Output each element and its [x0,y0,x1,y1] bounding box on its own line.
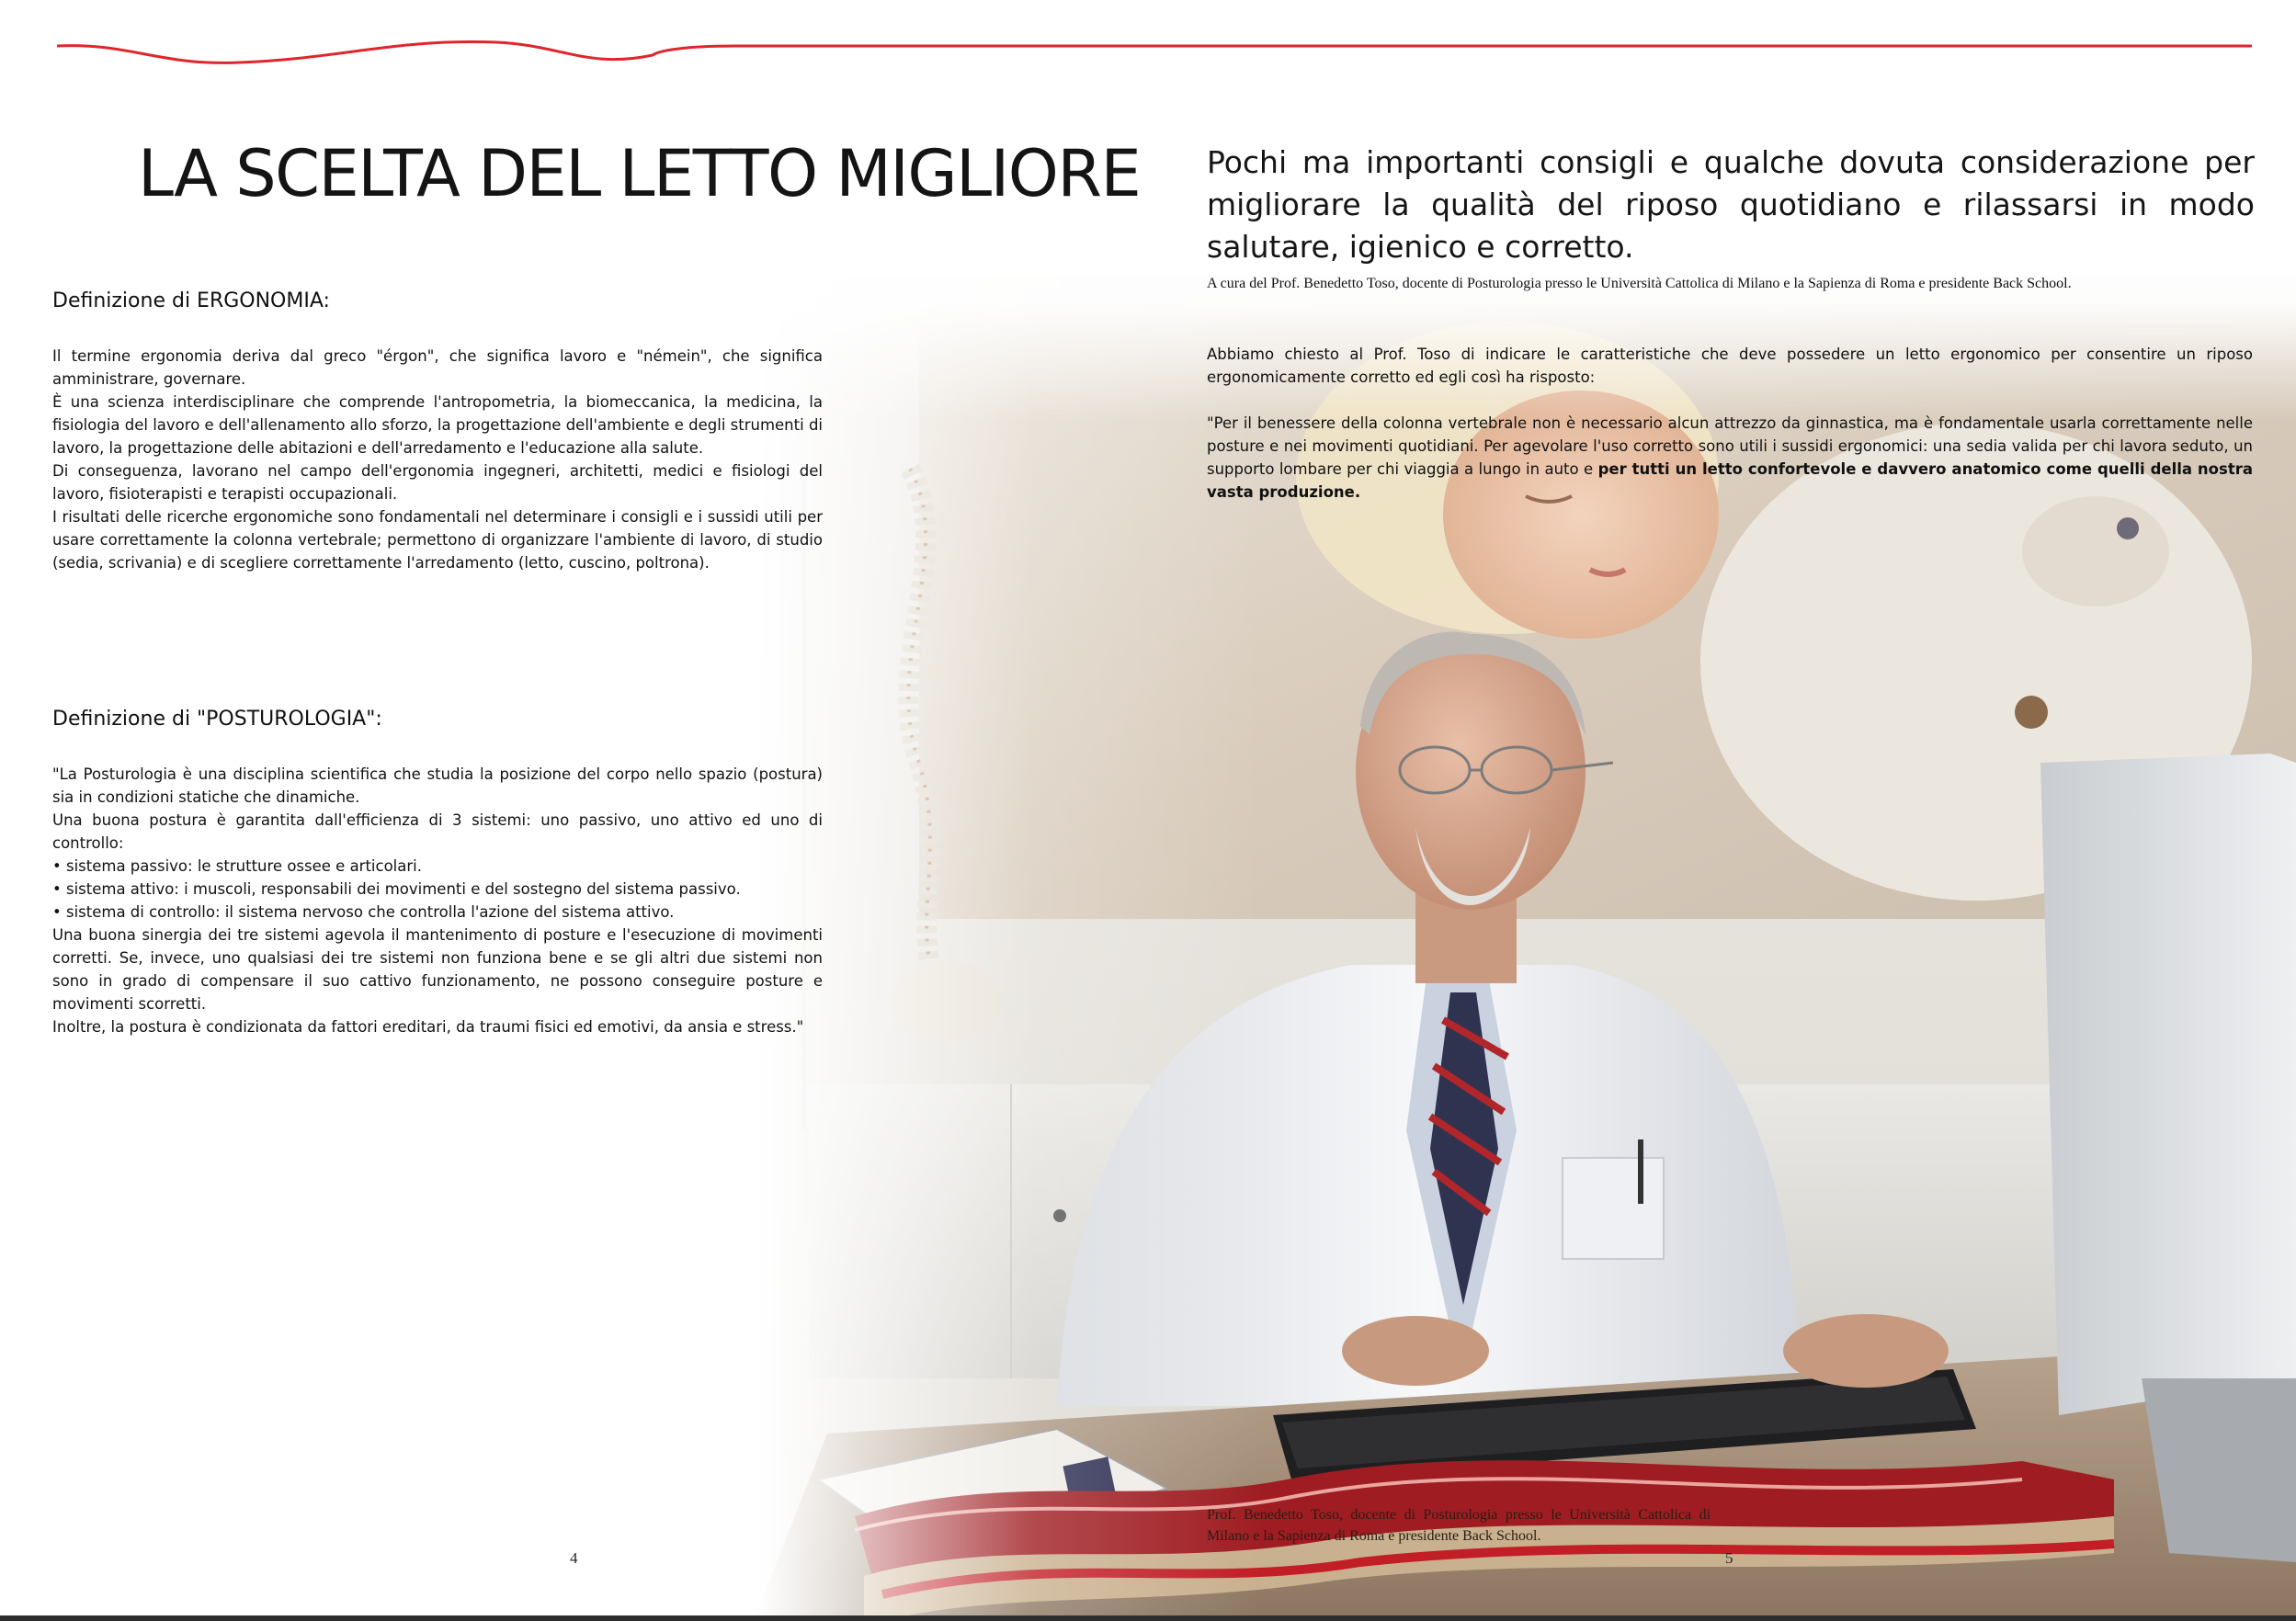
author-credit: A cura del Prof. Benedetto Toso, docente di Posturologia presso le Università Cattolica di Milano e la Sapienza di Roma e presidente Back School. [1207,276,2072,291]
lead-paragraph: Pochi ma importanti consigli e qualche dovuta considerazione per migliorare la qualità del riposo quotidiano e rilassarsi in modo salutare, igienico e corretto. [1207,144,2255,265]
red-wave-rule [0,0,2296,74]
page-number-left: 4 [570,1549,578,1567]
ergonomia-paragraph: È una scienza interdisciplinare che comprende l'antropometria, la biomeccanica, la medicina, la fisiologia del lavoro e dell'allenamento allo sforzo, la progettazione dell'ambiente e degli strumenti di lavoro, la progettazione delle abitazioni e dell'arredamento e l'educazione alla salute. [52,393,823,457]
posturologia-paragraph: "La Posturologia è una disciplina scientifica che studia la posizione del corpo nello spazio (postura) sia in condizioni statiche che dinamiche. [52,765,823,806]
interview-quote [1207,412,2253,504]
bullet-item: • sistema passivo: le strutture ossee e articolari. [52,857,422,875]
page-number-right: 5 [1725,1549,1733,1567]
ergonomia-heading: Definizione di ERGONOMIA: [52,289,330,312]
quote-text: "Per il benessere della colonna vertebrale non è necessario alcun attrezzo da ginnastica, ma è fondamentale usarla correttamente nelle posture e nei movimenti quotidiani. Per agevolare l'uso corretto sono utili i sussidi ergonomici: una sedia valida per chi lavora seduto, un supporto lombare per chi viaggia a lungo in auto e [1207,414,2253,478]
posturologia-heading: Definizione di "POSTUROLOGIA": [52,708,382,731]
quote-bold-text: per tutti un letto confortevole e davvero anatomico come quelli della nostra vasta produzione. [1207,460,2253,501]
bullet-item: • sistema di controllo: il sistema nervoso che controlla l'azione del sistema attivo. [52,903,675,921]
ergonomia-paragraph: Di conseguenza, lavorano nel campo dell'ergonomia ingegneri, architetti, medici e fisiologi del lavoro, fisioterapisti e terapisti occupazionali. [52,462,823,503]
posturologia-body [52,763,823,1038]
interview-intro: Abbiamo chiesto al Prof. Toso di indicare le caratteristiche che deve possedere un letto ergonomico per consentire un riposo ergonomicamente corretto ed egli così ha risposto: [1207,346,2253,386]
photo-caption: Prof. Benedetto Toso, docente di Posturologia presso le Università Cattolica di Milano e la Sapienza di Roma e presidente Back School. [1207,1507,1711,1544]
page-title: LA SCELTA DEL LETTO MIGLIORE [138,136,1141,211]
ergonomia-body [52,345,823,574]
page-bottom-edge [0,1615,2296,1621]
posturologia-paragraph: Una buona sinergia dei tre sistemi agevola il mantenimento di posture e l'esecuzione di movimenti corretti. Se, invece, uno qualsiasi dei tre sistemi non funziona bene e se gli altri due sistemi non sono in grado di compensare il suo cattivo funzionamento, ne possono conseguire posture e movimenti scorretti. [52,926,823,1013]
bullet-item: • sistema attivo: i muscoli, responsabili dei movimenti e del sostegno del sistema passivo. [52,880,741,898]
posturologia-paragraph: Inoltre, la postura è condizionata da fattori ereditari, da traumi fisici ed emotivi, da ansia e stress." [52,1018,804,1036]
ergonomia-paragraph: Il termine ergonomia deriva dal greco "érgon", che significa lavoro e "némein", che significa amministrare, governare. [52,347,823,388]
interview-body [1207,343,2253,504]
ergonomia-paragraph: I risultati delle ricerche ergonomiche sono fondamentali nel determinare i consigli e i sussidi utili per usare correttamente la colonna vertebrale; permettono di organizzare l'ambiente di lavoro, di studio (sedia, scrivania) e di scegliere correttamente l'arredamento (letto, cuscino, poltrona). [52,508,823,572]
posturologia-paragraph: Una buona postura è garantita dall'efficienza di 3 sistemi: uno passivo, uno attivo ed uno di controllo: [52,811,823,852]
